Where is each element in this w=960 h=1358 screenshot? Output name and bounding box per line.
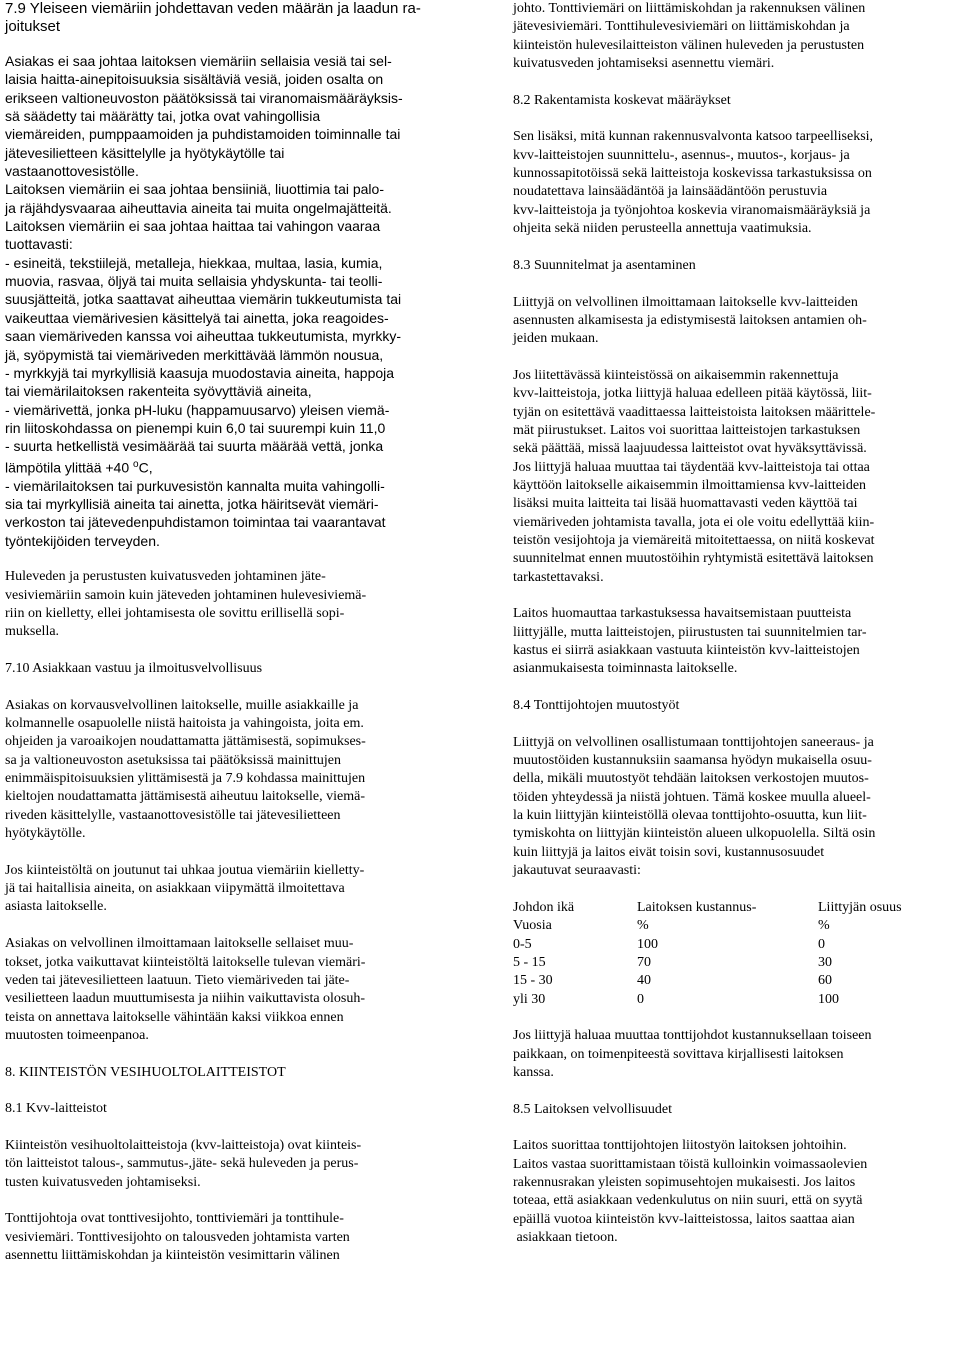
text-line: vesiviemäriin samoin kuin jäteveden johtaminen hulevesiviemä-: [5, 587, 367, 603]
text-line: jä, syöpymistä tai viemäriveden merkittävää lämmön nousua,: [5, 346, 384, 363]
text-line: la kuin liittyjän kiinteistöllä olevaa tonttijohto-osuutta, kun liit-: [513, 808, 867, 824]
text-line: paikkaan, on toimenpiteestä sovittava kirjallisesti laitoksen: [513, 1046, 844, 1062]
text-line: kvv-laitteistoja, jotka liittyjä haluaa edelleen pitää käytössä, liit-: [513, 386, 872, 402]
text-line: teista on annettava laitokselle vähintään kaksi viikkoa ennen: [5, 1009, 344, 1025]
text-line: Liittyjä on velvollinen osallistumaan tonttijohtojen saneeraus- ja: [513, 734, 874, 750]
table-header-cell: %: [637, 918, 649, 934]
table-row: [513, 972, 938, 990]
text-line: tymiskohta on liittyjän kiinteistön alueen ulkopuolella. Siltä osin: [513, 826, 876, 842]
paragraph: [5, 217, 448, 550]
text-line: tarkastettavaksi.: [513, 569, 604, 585]
text-line: - viemärilaitoksen tai purkuvesistön kannalta muita vahingolli-: [5, 477, 385, 494]
text-line: della, mikäli muutostyöt tehdään laitoksen verkostojen muutos-: [513, 771, 869, 787]
text-line: muovia, rasvaa, öljyä tai muita sellaisia yhdyskunta- tai teolli-: [5, 273, 383, 290]
text-line: - viemärivettä, jonka pH-luku (happamuusarvo) yleisen viemä-: [5, 401, 390, 418]
table-cell: 60: [818, 973, 832, 989]
text-line: saan viemäriveden kanssa voi aiheuttaa tukkeutumista, myrkky-: [5, 328, 402, 345]
text-line: käyttöön laitokselle aikaisemmin ilmoittamiensa kvv-laitteiden: [513, 477, 867, 493]
text-line: Laitos huomauttaa tarkastuksessa havaitsemistaan puutteista: [513, 606, 852, 622]
text-line: Jos liittyjä haluaa muuttaa tonttijohdot kustannuksellaan toiseen: [513, 1028, 872, 1044]
text-line: kastus ei siirrä asiakkaan vastuuta kiinteistön kvv-laitteistojen: [513, 643, 860, 659]
degree-superscript: o: [133, 458, 139, 470]
section-heading-7-10: 7.10 Asiakkaan vastuu ja ilmoitusvelvollisuus: [5, 661, 263, 676]
text-line: muutosten toimeenpanoa.: [5, 1027, 149, 1043]
left-column: [5, 0, 448, 1265]
line-group: [5, 477, 448, 550]
table-cell: 100: [818, 991, 839, 1007]
temperature-unit: C,: [138, 459, 153, 476]
text-line: sa ja valtioneuvoston asetuksissa tai päätöksissä mainittujen: [5, 752, 341, 768]
text-line: jä tai haitallisia aineita, on asiakkaan viipymättä ilmoitettava: [5, 881, 345, 897]
text-line: teistön vesijohtoja ja viemäreitä mitoitettaessa, on niitä koskevat: [513, 532, 875, 548]
paragraph: [513, 128, 960, 238]
text-line: Kiinteistön vesihuoltolaitteistoja (kvv-laitteistoja) ovat kiinteis-: [5, 1137, 362, 1153]
table-cell: 70: [637, 954, 651, 970]
paragraph: [513, 1137, 960, 1247]
table-cell: 100: [637, 936, 658, 952]
text-line: asiasta laitokselle.: [5, 899, 107, 915]
text-line: rakennusrakan yleisten sopimusehtojen mukaisesti. Jos laitos: [513, 1175, 856, 1190]
text-line: - myrkkyjä tai myrkyllisiä kaasuja muodostavia aineita, happoja: [5, 364, 395, 381]
section-heading-7-9: [5, 0, 448, 36]
text-line: - esineitä, tekstiilejä, metalleja, hiekkaa, multaa, lasia, kumia,: [5, 254, 383, 271]
paragraph: [5, 568, 448, 641]
table-row: [513, 991, 938, 1009]
text-line: ohjeiden ja varoaikojen noudattamatta jättämisestä, sopimukses-: [5, 734, 366, 750]
text-line: Sen lisäksi, mitä kunnan rakennusvalvonta katsoo tarpeelliseksi,: [513, 129, 874, 145]
section-heading-8-4: 8.4 Tonttijohtojen muutostyöt: [513, 698, 680, 714]
text-line: ja räjähdysvaaraa aiheuttavia aineita tai muita ongelmajätteitä.: [5, 199, 392, 216]
text-line: kvv-laitteistoja ja työnjohtoa koskevia viranomaismääräyksiä ja: [513, 202, 871, 218]
table-cell: 5 - 15: [513, 954, 546, 970]
text-line: lisäksi muita laitteita tai lisää huomattavasti veden käyttöä tai: [513, 496, 858, 512]
paragraph: [513, 734, 960, 881]
text-line: asiakkaan tietoon.: [513, 1230, 618, 1246]
text-line: - suurta hetkellistä vesimäärää tai suurta määrää vettä, jonka: [5, 438, 384, 455]
text-line: suusjätteitä, jotka saattavat aiheuttaa viemärin tukkeutumista tai: [5, 291, 402, 308]
text-line: verkoston tai jätevedenpuhdistamon toimintaa tai vaarantavat: [5, 514, 386, 531]
text-line: Jos liitettävässä kiinteistössä on aikaisemmin rakennettuja: [513, 367, 839, 383]
paragraph: [5, 1137, 448, 1192]
paragraph: [5, 1210, 448, 1265]
text-line: sekä päättää, missä laajuudessa laitteistot ovat hyväksyttävissä.: [513, 441, 867, 457]
text-line: hyötykäytölle.: [5, 826, 86, 842]
text-line: viemäriveden johtamista tavalla, jota ei ole voitu edellyttää kiin-: [513, 514, 875, 530]
paragraph: [5, 935, 448, 1045]
text-line: noudatettava lainsäädäntöä ja lainsäädäntöön perustuvia: [513, 184, 828, 200]
text-line: Laitos suorittaa tonttijohtojen liitostyön laitoksen johtoihin.: [513, 1138, 847, 1154]
text-line: toteaa, että asiakkaan vedenkulutus on niin suuri, että on syytä: [513, 1193, 863, 1209]
text-line: jätevesiviemäri. Tonttihulevesiviemäri on liittämiskohdan ja: [513, 19, 850, 35]
text-line: laisia haitta-ainepitoisuuksia sisältäviä vesiä, joiden osalta on: [5, 71, 384, 88]
cost-share-table: [513, 899, 938, 1009]
text-line: riin on kielletty, ellei johtamisesta ole sovittu erillisellä sopi-: [5, 605, 345, 621]
paragraph: [5, 697, 448, 844]
paragraph: [5, 180, 448, 217]
text-line: epäillä vuotoa kiinteistön kvv-laitteistossa, laitos saattaa aian: [513, 1211, 855, 1227]
text-line: kuin liittyjä ja laitos eivät toisin sovi, kustannusosuudet: [513, 844, 825, 860]
temperature-line: [5, 456, 448, 477]
text-line: sä säädetty tai määrätty tai, jotka ovat vahingollisia: [5, 108, 321, 125]
text-line: muksella.: [5, 624, 60, 640]
text-line: Liittyjä on velvollinen ilmoittamaan laitokselle kvv-laitteiden: [513, 294, 858, 310]
text-line: kvv-laitteistojen suunnittelu-, asennus-, muutos-, korjaus- ja: [513, 147, 850, 163]
table-header-cell: Liittyjän osuus: [818, 899, 902, 915]
paragraph: [513, 367, 960, 587]
table-header-cell: %: [818, 918, 830, 934]
table-cell: 40: [637, 973, 651, 989]
text-line: kanssa.: [513, 1064, 554, 1080]
text-line: johto. Tonttiviemäri on liittämiskohdan ja rakennuksen välinen: [513, 1, 866, 16]
text-line: Jos liittyjä haluaa muuttaa tai täydentää kvv-laitteistoja tai ottaa: [513, 459, 870, 475]
text-line: Asiakas on korvausvelvollinen laitokselle, muille asiakkaille ja: [5, 697, 359, 713]
text-line: asennusten alkamisesta ja edistymisestä laitoksen antamien oh-: [513, 312, 867, 328]
section-heading-8-1: 8.1 Kvv-laitteistot: [5, 1101, 107, 1117]
table-cell: 0: [818, 936, 825, 952]
text-line: viemäreiden, pumppaamoiden ja puhdistamoiden toiminnalle tai: [5, 126, 401, 143]
paragraph: [513, 1027, 960, 1082]
text-line: veden tai jätevesilietteen laatuun. Tieto viemäriveden tai jäte-: [5, 972, 350, 988]
table-cell: 0-5: [513, 936, 532, 952]
table-cell: 0: [637, 991, 644, 1007]
text-line: kolmannelle osapuolelle niistä haitoista ja vahingoista, joita em.: [5, 716, 364, 732]
text-line: Jos kiinteistöltä on joutunut tai uhkaa joutua viemäriin kielletty-: [5, 862, 365, 878]
text-line: liittyjälle, mutta laitteistojen, piirustusten tai suunnitelmien tar-: [513, 624, 867, 640]
text-line: jeiden mukaan.: [513, 331, 599, 347]
text-line: asennettu liittämiskohdan ja kiinteistön vesimittarin välinen: [5, 1248, 340, 1263]
text-line: asianmukaisesta toiminnasta laitokselle.: [513, 661, 738, 677]
text-line: kunnossapitotöissä sekä laitteistoja koskevissa tarkastuksissa on: [513, 166, 872, 182]
paragraph: [5, 862, 448, 917]
text-line: jakautuvat seuraavasti:: [513, 863, 641, 879]
text-line: riveden käsittelylle, vastaanottovesistölle tai jätevesilietteen: [5, 807, 341, 823]
text-line: enimmäispitoisuuksien ylittämisestä ja 7.9 kohdassa mainittujen: [5, 771, 366, 787]
text-line: tokset, jotka vaikuttavat kiinteistöltä laitokselle tulevan viemäri-: [5, 954, 366, 970]
table-row: [513, 954, 938, 972]
text-line: työntekijöiden terveyden.: [5, 532, 160, 549]
temperature-text: lämpötila ylittää +40: [5, 459, 134, 476]
paragraph: [513, 294, 960, 349]
text-line: vesiviemäri. Tonttivesijohto on talousveden johtamista varten: [5, 1229, 350, 1245]
text-line: töiden yhteydessä ja niistä johtuen. Tämä koskee muulla alueel-: [513, 789, 871, 805]
text-line: erikseen valtioneuvoston päätöksissä tai viranomaismääräyksis-: [5, 89, 403, 106]
table-cell: 30: [818, 954, 832, 970]
text-line: vesilietteen laadun muuttumisesta ja niihin vaikuttavista olosuh-: [5, 991, 366, 1007]
text-line: rin liitoskohdassa on pienempi kuin 6,0 tai suurempi kuin 11,0: [5, 419, 386, 436]
text-line: Huleveden ja perustusten kuivatusveden johtaminen jäte-: [5, 569, 326, 585]
text-line: mät piirustukset. Laitos voi suorittaa laitteistojen tarkastuksen: [513, 422, 861, 438]
text-line: Asiakas on velvollinen ilmoittamaan laitokselle sellaiset muu-: [5, 936, 354, 952]
table-header-cell: Laitoksen kustannus-: [637, 899, 757, 915]
table-header-row: [513, 917, 938, 935]
paragraph: [513, 0, 960, 73]
text-line: suunnitelmat ennen muutostöihin ryhtymistä esitettävä laitoksen: [513, 551, 874, 567]
text-line: Tonttijohtoja ovat tonttivesijohto, tonttiviemäri ja tonttihule-: [5, 1211, 344, 1227]
text-line: Laitoksen viemäriin ei saa johtaa haittaa tai vahingon vaaraa: [5, 218, 381, 235]
text-line: Laitos vastaa suorittamistaan töistä kulloinkin voimassaolevien: [513, 1156, 868, 1172]
table-row: [513, 936, 938, 954]
text-line: kuivatusveden johtamiseksi asennettu viemäri.: [513, 56, 775, 72]
section-heading-8: 8. KIINTEISTÖN VESIHUOLTOLAITTEISTOT: [5, 1064, 286, 1080]
text-line: ohjeita sekä niiden perusteella annettuja vaatimuksia.: [513, 221, 812, 237]
section-heading-8-2: 8.2 Rakentamista koskevat määräykset: [513, 92, 731, 108]
text-line: tyjän on esitettävä vaadittaessa laitteistoista laitoksen määrittele-: [513, 404, 876, 420]
text-line: kieltojen noudattamatta jättämisestä aiheutuu laitokselle, viemä-: [5, 789, 365, 805]
table-cell: 15 - 30: [513, 973, 553, 989]
text-line: vastaanottovesistölle.: [5, 163, 139, 180]
table-header-cell: Vuosia: [513, 918, 552, 934]
right-column: [513, 0, 960, 1247]
text-line: joitukset: [5, 18, 61, 35]
text-line: tuottavasti:: [5, 236, 73, 253]
paragraph: [513, 605, 960, 678]
text-line: tusten kuivatusveden johtamiseksi.: [5, 1174, 201, 1190]
text-line: Asiakas ei saa johtaa laitoksen viemäriin sellaisia vesiä tai sel-: [5, 53, 392, 69]
text-line: tön laitteistot talous-, sammutus-,jäte- sekä huleveden ja perus-: [5, 1156, 359, 1172]
text-line: 7.9 Yleiseen viemäriin johdettavan veden määrän ja laadun ra-: [5, 0, 421, 17]
text-line: Laitoksen viemäriin ei saa johtaa bensiiniä, liuottimia tai palo-: [5, 181, 384, 198]
text-line: sia tai myrkyllisiä aineita tai ainetta, jotka häiritsevät viemäri-: [5, 495, 379, 512]
text-line: kiinteistön hulevesilaitteiston välinen huleveden ja perustusten: [513, 37, 865, 53]
table-header-cell: Johdon ikä: [513, 899, 575, 915]
table-header-row: [513, 899, 938, 917]
section-heading-8-5: 8.5 Laitoksen velvollisuudet: [513, 1101, 673, 1117]
text-line: tai viemärilaitoksen rakenteita syövyttäviä aineita,: [5, 383, 312, 400]
text-line: jätevesilietteen käsittelylle ja hyötykäytölle tai: [5, 144, 285, 161]
line-group: [5, 217, 448, 455]
text-line: vaikeuttaa viemärivesien käsittelyä tai ainetta, joka reagoides-: [5, 309, 389, 326]
table-cell: yli 30: [513, 991, 546, 1007]
text-line: muutostöiden kustannuksiin saamansa hyödyn mukaisella osuu-: [513, 753, 872, 769]
paragraph: [5, 52, 448, 180]
section-heading-8-3: 8.3 Suunnitelmat ja asentaminen: [513, 257, 696, 273]
